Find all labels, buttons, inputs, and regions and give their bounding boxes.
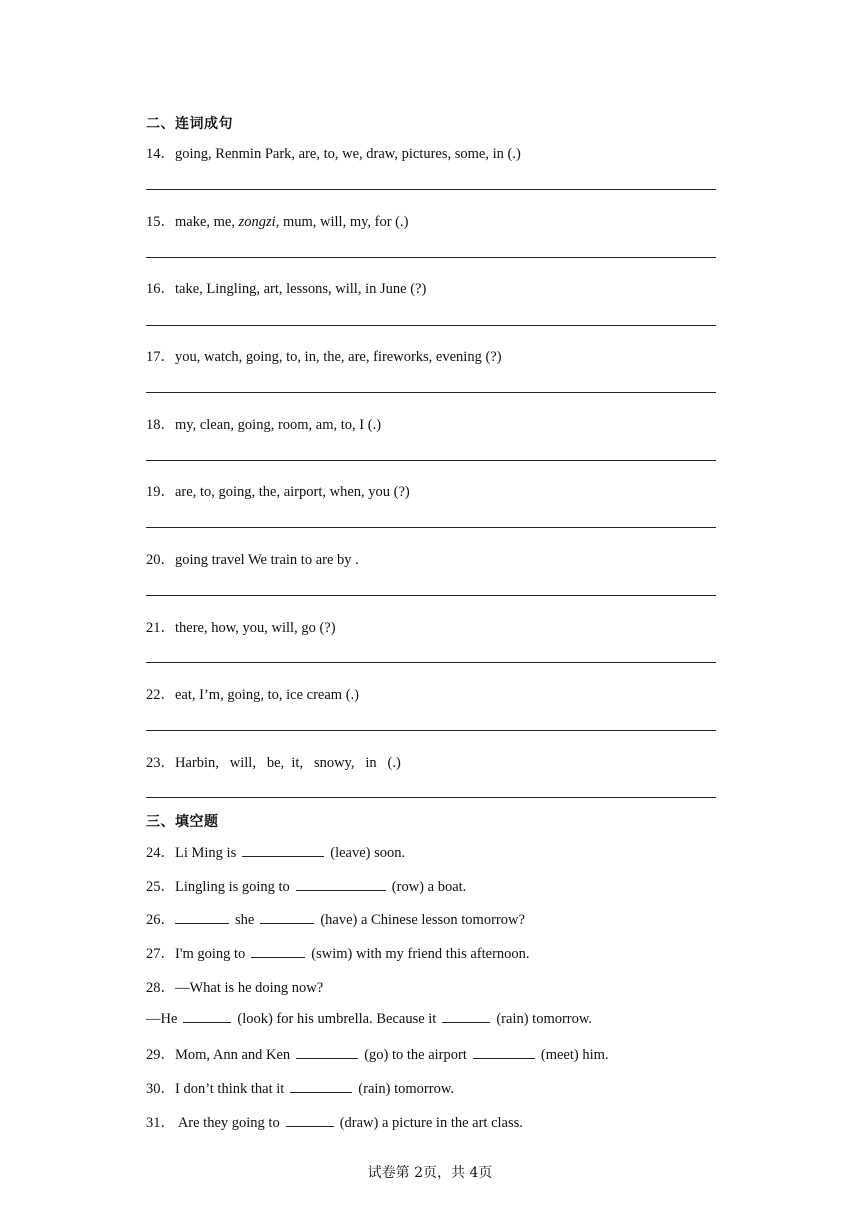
question-number: 24．: [146, 845, 175, 861]
question-number: 31．: [146, 1115, 175, 1131]
question-text-part: (row) a boat.: [391, 879, 467, 895]
question-text: eat, I’m, going, to, ice cream (.): [175, 687, 359, 703]
question-30: [146, 1077, 454, 1098]
question-text: Harbin, will, be, it, snowy, in (.): [175, 755, 401, 771]
answer-line: [146, 325, 716, 326]
question-number: 22．: [146, 687, 175, 703]
question-text-part: Are they going to: [175, 1115, 280, 1131]
fill-blank[interactable]: [473, 1046, 535, 1059]
question-text-part: (swim) with my friend this afternoon.: [311, 946, 530, 962]
question-text: take, Lingling, art, lessons, will, in June (?): [175, 281, 427, 297]
question-28: [146, 976, 323, 997]
question-20: [146, 548, 359, 569]
question-17: [146, 345, 502, 366]
question-number: 18．: [146, 417, 175, 433]
question-number: 17．: [146, 349, 175, 365]
page-footer: 试卷第 2页，共 4页: [367, 1165, 493, 1181]
question-number: 26．: [146, 912, 175, 928]
question-21: [146, 616, 336, 637]
question-text-part: (meet) him.: [540, 1047, 609, 1063]
question-27: [146, 942, 530, 963]
question-text: there, how, you, will, go (?): [175, 620, 336, 636]
question-text-part: (have) a Chinese lesson tomorrow?: [320, 912, 525, 928]
question-26: [146, 908, 525, 929]
question-text-part: Mom, Ann and Ken: [175, 1047, 291, 1063]
question-24: [146, 841, 405, 862]
question-text-part: Lingling is going to: [175, 879, 290, 895]
question-number: 20．: [146, 552, 175, 568]
question-text: going travel We train to are by .: [175, 552, 359, 568]
answer-line: [146, 189, 716, 190]
question-number: 29．: [146, 1047, 175, 1063]
question-15: [146, 210, 408, 231]
question-text-italic: zongzi,: [238, 214, 280, 230]
question-28-answer-line: [146, 1010, 592, 1028]
answer-line: [146, 662, 716, 663]
question-text-part: —He: [146, 1011, 178, 1027]
answer-line: [146, 595, 716, 596]
answer-line: [146, 730, 716, 731]
question-text-part: make, me,: [175, 214, 239, 230]
question-number: 28．: [146, 980, 175, 996]
question-25: [146, 875, 466, 896]
fill-blank[interactable]: [290, 1080, 352, 1093]
question-18: [146, 413, 381, 434]
question-text-part: I'm going to: [175, 946, 246, 962]
question-text-part: I don’t think that it: [175, 1081, 285, 1097]
answer-line: [146, 460, 716, 461]
question-text-part: Li Ming is: [175, 845, 237, 861]
question-number: 19．: [146, 484, 175, 500]
question-text: you, watch, going, to, in, the, are, fireworks, evening (?): [175, 349, 502, 365]
answer-line: [146, 257, 716, 258]
question-text-part: (go) to the airport: [364, 1047, 467, 1063]
question-text-part: (rain) tomorrow.: [496, 1011, 593, 1027]
question-number: 23．: [146, 755, 175, 771]
fill-blank[interactable]: [260, 911, 314, 924]
question-29: [146, 1043, 609, 1064]
fill-blank[interactable]: [251, 945, 305, 958]
question-number: 14．: [146, 146, 175, 162]
section-heading-fill-in-blanks: 三、填空题: [146, 814, 219, 830]
question-number: 30．: [146, 1081, 175, 1097]
question-23: [146, 751, 401, 772]
question-number: 21．: [146, 620, 175, 636]
fill-blank[interactable]: [296, 878, 386, 891]
question-number: 16．: [146, 281, 175, 297]
answer-line: [146, 392, 716, 393]
fill-blank[interactable]: [296, 1046, 358, 1059]
fill-blank[interactable]: [286, 1114, 334, 1127]
question-text-part: (draw) a picture in the art class.: [339, 1115, 523, 1131]
question-number: 15．: [146, 214, 175, 230]
question-19: [146, 480, 410, 501]
question-text-part: she: [235, 912, 255, 928]
question-14: [146, 142, 521, 163]
question-text: are, to, going, the, airport, when, you (?): [175, 484, 410, 500]
question-22: [146, 683, 359, 704]
question-16: [146, 277, 426, 298]
fill-blank[interactable]: [442, 1010, 490, 1023]
question-number: 27．: [146, 946, 175, 962]
fill-blank[interactable]: [242, 844, 324, 857]
question-31: [146, 1111, 523, 1132]
answer-line: [146, 527, 716, 528]
question-text: my, clean, going, room, am, to, I (.): [175, 417, 382, 433]
question-text: going, Renmin Park, are, to, we, draw, pictures, some, in (.): [175, 146, 521, 162]
section-heading-sentence-building: 二、连词成句: [146, 116, 233, 132]
question-text-part: —What is he doing now?: [175, 980, 324, 996]
fill-blank[interactable]: [183, 1010, 231, 1023]
question-number: 25．: [146, 879, 175, 895]
question-text-part: (leave) soon.: [330, 845, 406, 861]
answer-line: [146, 797, 716, 798]
question-text-part: (rain) tomorrow.: [358, 1081, 454, 1097]
fill-blank[interactable]: [175, 911, 229, 924]
question-text-part: (look) for his umbrella. Because it: [237, 1011, 437, 1027]
question-text-part: mum, will, my, for (.): [279, 214, 409, 230]
